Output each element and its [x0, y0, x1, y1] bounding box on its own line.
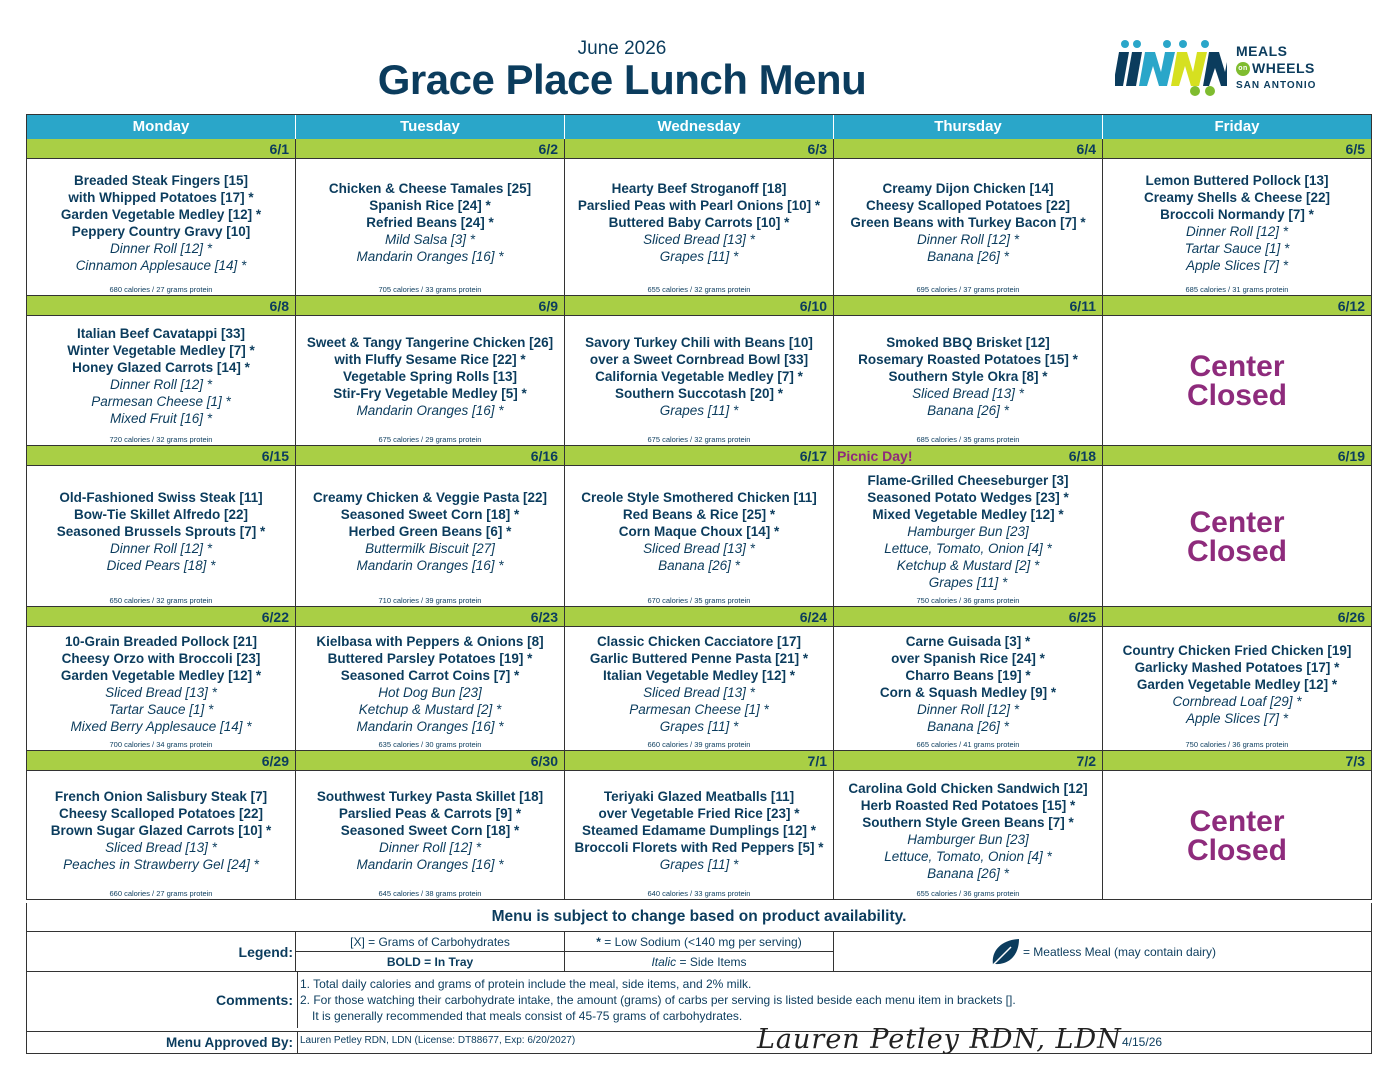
menu-items — [27, 772, 295, 889]
side-item: Ketchup & Mustard [2] * — [358, 702, 502, 717]
menu-items — [834, 467, 1102, 596]
weekday-header: Friday — [1103, 115, 1372, 139]
side-item: Mixed Berry Applesauce [14] * — [70, 719, 252, 734]
page-title: Grace Place Lunch Menu — [377, 56, 867, 103]
tray-item: Parslied Peas & Carrots [9] * — [338, 806, 522, 821]
nutrition-info: 700 calories / 34 grams protein — [109, 740, 213, 749]
week-row — [27, 446, 1372, 607]
date-label: 6/23 — [530, 609, 558, 625]
nutrition-info: 685 calories / 35 grams protein — [916, 435, 1020, 444]
side-item: Tartar Sauce [1] * — [108, 702, 214, 717]
date-label: 6/5 — [1345, 141, 1365, 157]
tray-item: French Onion Salisbury Steak [7] — [54, 789, 268, 804]
tray-item: Herbed Green Beans [6] * — [348, 524, 512, 539]
nutrition-info: 660 calories / 27 grams protein — [109, 889, 213, 898]
tray-item: Broccoli Normandy [7] * — [1160, 206, 1314, 222]
tray-item: Cheesy Orzo with Broccoli [23] — [61, 651, 261, 666]
tray-item: Seasoned Potato Wedges [23] * — [867, 490, 1069, 505]
day-cell — [565, 296, 834, 446]
closed-text: Closed — [1186, 833, 1288, 867]
side-item: Sliced Bread [13] * — [643, 541, 755, 556]
approval-date: 4/15/26 — [1122, 1035, 1163, 1049]
nutrition-info: 680 calories / 27 grams protein — [109, 285, 213, 294]
side-item: Grapes [11] * — [928, 575, 1008, 590]
day-cell — [834, 751, 1103, 900]
legend-row — [27, 932, 1371, 972]
side-item: Banana [26] * — [927, 249, 1009, 264]
date-bar — [834, 139, 1102, 159]
side-item: Buttermilk Biscuit [27] — [365, 541, 495, 556]
approval-row — [27, 1024, 1371, 1055]
date-label: 6/26 — [1337, 609, 1365, 625]
date-bar — [27, 446, 295, 466]
date-label: 6/9 — [538, 298, 558, 314]
comment-line: 1. Total daily calories and grams of protein include the meal, side items, and 2% milk. — [300, 977, 752, 991]
tray-item: Peppery Country Gravy [10] — [71, 223, 251, 239]
side-item: Grapes [11] * — [659, 249, 739, 264]
side-item: Mandarin Oranges [16] * — [356, 402, 504, 418]
tray-item: Garden Vegetable Medley [12] * — [60, 206, 262, 222]
nutrition-info: 645 calories / 38 grams protein — [378, 889, 482, 898]
date-label: 6/4 — [1076, 141, 1096, 157]
side-item: Dinner Roll [12] * — [109, 240, 213, 256]
date-label: 7/1 — [807, 753, 827, 769]
comments-row — [27, 972, 1371, 1032]
side-item: Cornbread Loaf [29] * — [1172, 693, 1302, 709]
tray-item: Classic Chicken Cacciatore [17] — [596, 634, 802, 649]
nutrition-info: 750 calories / 36 grams protein — [916, 596, 1020, 605]
tray-item: Buttered Baby Carrots [10] * — [608, 215, 790, 230]
tray-item: Creamy Shells & Cheese [22] — [1143, 189, 1331, 205]
tray-item: Creole Style Smothered Chicken [11] — [581, 490, 817, 505]
date-bar — [296, 139, 564, 159]
menu-items — [27, 160, 295, 285]
weekday-header-row — [27, 115, 1372, 139]
day-cell — [296, 139, 565, 296]
menu-items — [834, 317, 1102, 435]
center-closed-label — [1103, 467, 1371, 606]
day-cell — [27, 446, 296, 607]
day-cell — [27, 607, 296, 751]
side-item: Sliced Bread [13] * — [912, 385, 1024, 401]
day-cell — [1103, 446, 1372, 607]
date-label: 6/15 — [261, 448, 289, 464]
side-item: Apple Slices [7] * — [1185, 257, 1289, 273]
date-bar — [834, 446, 1102, 466]
side-item: Dinner Roll [12] * — [916, 702, 1020, 717]
approved-by-label: Menu Approved By: — [165, 1035, 293, 1050]
date-label: 6/25 — [1068, 609, 1096, 625]
nutrition-info: 655 calories / 36 grams protein — [916, 889, 1020, 898]
menu-items — [1103, 160, 1371, 285]
side-item: Dinner Roll [12] * — [109, 541, 213, 556]
date-bar — [1103, 446, 1371, 466]
date-label: 6/16 — [530, 448, 558, 464]
day-cell — [834, 607, 1103, 751]
tray-item: Old-Fashioned Swiss Steak [11] — [59, 490, 263, 505]
tray-item: Lemon Buttered Pollock [13] — [1145, 172, 1329, 188]
side-item: Dinner Roll [12] * — [916, 232, 1020, 247]
tray-item: California Vegetable Medley [7] * — [595, 368, 803, 384]
tray-item: over Spanish Rice [24] * — [891, 651, 1045, 666]
tray-item: over Vegetable Fried Rice [23] * — [598, 806, 800, 821]
tray-item: Savory Turkey Chili with Beans [10] — [585, 334, 813, 350]
side-item: Banana [26] * — [927, 402, 1009, 418]
day-cell — [565, 139, 834, 296]
day-cell — [27, 751, 296, 900]
menu-month: June 2026 — [577, 38, 667, 59]
tray-item: Seasoned Sweet Corn [18] * — [340, 507, 520, 522]
date-bar — [834, 751, 1102, 771]
day-cell — [565, 607, 834, 751]
tray-item: Italian Vegetable Medley [12] * — [602, 668, 796, 683]
tray-item: Broccoli Florets with Red Peppers [5] * — [574, 840, 824, 855]
menu-footer — [26, 903, 1372, 1054]
tray-item: Creamy Chicken & Veggie Pasta [22] — [312, 490, 548, 505]
tray-item: Sweet & Tangy Tangerine Chicken [26] — [306, 334, 554, 350]
leaf-icon — [989, 937, 1021, 967]
legend-sodium: * = Low Sodium (<140 mg per serving) — [564, 932, 833, 952]
menu-items — [27, 628, 295, 740]
side-item: Dinner Roll [12] * — [378, 840, 482, 855]
side-item: Cinnamon Applesauce [14] * — [75, 257, 247, 273]
date-bar — [27, 607, 295, 627]
day-cell — [1103, 296, 1372, 446]
tray-item: Cheesy Scalloped Potatoes [22] — [865, 198, 1071, 213]
page-header — [0, 0, 1398, 112]
nutrition-info: 635 calories / 30 grams protein — [378, 740, 482, 749]
side-item: Parmesan Cheese [1] * — [91, 394, 231, 409]
tray-item: 10-Grain Breaded Pollock [21] — [64, 634, 258, 649]
menu-items — [565, 772, 833, 889]
date-bar — [565, 751, 833, 771]
tray-item: with Whipped Potatoes [17] * — [68, 189, 254, 205]
tray-item: Winter Vegetable Medley [7] * — [67, 343, 255, 358]
tray-item: Garlicky Mashed Potatoes [17] * — [1134, 659, 1340, 675]
menu-items — [565, 317, 833, 435]
tray-item: Parslied Peas with Pearl Onions [10] * — [577, 198, 821, 213]
tray-item: Garden Vegetable Medley [12] * — [1136, 676, 1338, 692]
weekday-header: Thursday — [834, 115, 1103, 139]
nutrition-info: 750 calories / 36 grams protein — [1185, 740, 1289, 749]
tray-item: Honey Glazed Carrots [14] * — [72, 360, 250, 375]
side-item: Mandarin Oranges [16] * — [356, 249, 504, 264]
tray-item: Southwest Turkey Pasta Skillet [18] — [316, 789, 544, 804]
nutrition-info: 720 calories / 32 grams protein — [109, 435, 213, 444]
side-item: Lettuce, Tomato, Onion [4] * — [884, 848, 1052, 864]
legend-carbs: [X] = Grams of Carbohydrates — [295, 932, 564, 952]
tray-item: Red Beans & Rice [25] * — [622, 507, 776, 522]
day-cell — [296, 446, 565, 607]
menu-items — [565, 628, 833, 740]
legend-bold: BOLD = In Tray — [295, 952, 564, 972]
date-bar — [565, 296, 833, 316]
nutrition-info: 655 calories / 32 grams protein — [647, 285, 751, 294]
side-item: Dinner Roll [12] * — [1185, 223, 1289, 239]
menu-calendar — [26, 114, 1372, 900]
menu-items — [27, 317, 295, 435]
signature: Lauren Petley RDN, LDN — [757, 1024, 1122, 1055]
day-cell — [565, 446, 834, 607]
logo-wordmark: MEALS on WHEELS SAN ANTONIO — [1236, 43, 1317, 91]
menu-items — [296, 628, 564, 740]
date-bar — [296, 446, 564, 466]
side-item: Grapes [11] * — [659, 719, 739, 734]
date-label: 6/22 — [261, 609, 289, 625]
side-item: Grapes [11] * — [659, 857, 739, 872]
date-label: 6/11 — [1069, 298, 1096, 314]
tray-item: Corn Maque Choux [14] * — [618, 524, 780, 539]
date-label: 6/8 — [269, 298, 289, 314]
side-item: Dinner Roll [12] * — [109, 377, 213, 392]
nutrition-info: 695 calories / 37 grams protein — [916, 285, 1020, 294]
closed-text: Closed — [1186, 534, 1288, 568]
closed-text: Center — [1189, 350, 1285, 383]
side-item: Diced Pears [18] * — [106, 558, 216, 573]
tray-item: Carolina Gold Chicken Sandwich [12] — [848, 780, 1088, 796]
tray-item: Breaded Steak Fingers [15] — [73, 172, 249, 188]
tray-item: Seasoned Brussels Sprouts [7] * — [56, 524, 266, 539]
tray-item: Carne Guisada [3] * — [905, 634, 1031, 649]
nutrition-info: 710 calories / 39 grams protein — [378, 596, 482, 605]
week-row — [27, 607, 1372, 751]
tray-item: Charro Beans [19] * — [905, 668, 1031, 683]
date-label: 6/17 — [799, 448, 827, 464]
comment-line: 2. For those watching their carbohydrate intake, the amount (grams) of carbs per serving is listed beside each menu item in brackets []. — [300, 993, 1016, 1007]
date-label: 6/18 — [1068, 448, 1096, 464]
side-item: Banana [26] * — [927, 719, 1009, 734]
center-closed-label — [1103, 772, 1371, 899]
side-item: Parmesan Cheese [1] * — [629, 702, 769, 717]
week-row — [27, 296, 1372, 446]
availability-notice: Menu is subject to change based on product availability. — [27, 903, 1371, 932]
tray-item: Spanish Rice [24] * — [369, 198, 491, 213]
side-item: Sliced Bread [13] * — [105, 840, 217, 855]
nutrition-info: 665 calories / 41 grams protein — [916, 740, 1020, 749]
nutrition-info: 650 calories / 32 grams protein — [109, 596, 213, 605]
side-item: Ketchup & Mustard [2] * — [896, 558, 1040, 573]
day-cell — [1103, 751, 1372, 900]
side-item: Peaches in Strawberry Gel [24] * — [63, 857, 259, 872]
comment-line: It is generally recommended that meals consist of 45-75 grams of carbohydrates. — [312, 1009, 743, 1023]
tray-item: Flame-Grilled Cheeseburger [3] — [867, 473, 1069, 488]
legend-italic: Italic = Side Items — [564, 952, 833, 972]
tray-item: Cheesy Scalloped Potatoes [22] — [58, 806, 264, 821]
menu-items — [834, 160, 1102, 285]
date-label: 6/12 — [1337, 298, 1365, 314]
date-bar — [1103, 139, 1371, 159]
date-label: 6/19 — [1337, 448, 1365, 464]
week-row — [27, 139, 1372, 296]
picnic-day-label: Picnic Day! — [837, 448, 913, 464]
day-cell — [834, 296, 1103, 446]
day-cell — [1103, 139, 1372, 296]
tray-item: Brown Sugar Glazed Carrots [10] * — [50, 823, 272, 838]
tray-item: Seasoned Carrot Coins [7] * — [340, 668, 520, 683]
tray-item: Hearty Beef Stroganoff [18] — [611, 181, 787, 196]
tray-item: Southern Style Okra [8] * — [888, 368, 1048, 384]
date-label: 6/30 — [530, 753, 558, 769]
date-bar — [1103, 751, 1371, 771]
date-label: 6/10 — [799, 298, 827, 314]
day-cell — [27, 296, 296, 446]
side-item: Grapes [11] * — [659, 402, 739, 418]
weekday-header: Wednesday — [565, 115, 834, 139]
side-item: Tartar Sauce [1] * — [1184, 240, 1290, 256]
tray-item: Mixed Vegetable Medley [12] * — [872, 507, 1064, 522]
date-bar — [296, 751, 564, 771]
side-item: Hamburger Bun [23] — [907, 831, 1029, 847]
tray-item: Refried Beans [24] * — [366, 215, 494, 230]
date-label: 6/1 — [269, 141, 289, 157]
menu-items — [296, 317, 564, 435]
menu-items — [565, 467, 833, 596]
date-bar — [565, 139, 833, 159]
tray-item: Country Chicken Fried Chicken [19] — [1122, 642, 1352, 658]
date-label: 6/3 — [807, 141, 827, 157]
closed-text: Center — [1189, 505, 1285, 539]
tray-item: Vegetable Spring Rolls [13] — [342, 368, 518, 384]
date-bar — [834, 296, 1102, 316]
tray-item: Seasoned Sweet Corn [18] * — [340, 823, 520, 838]
tray-item: with Fluffy Sesame Rice [22] * — [334, 351, 526, 367]
date-bar — [27, 296, 295, 316]
day-cell — [1103, 607, 1372, 751]
closed-text: Closed — [1186, 379, 1288, 412]
side-item: Hamburger Bun [23] — [907, 524, 1029, 539]
nutrition-info: 685 calories / 31 grams protein — [1185, 285, 1289, 294]
tray-item: Garden Vegetable Medley [12] * — [60, 668, 262, 683]
tray-item: Green Beans with Turkey Bacon [7] * — [850, 215, 1086, 230]
legend-label: Legend: — [238, 944, 293, 960]
side-item: Mandarin Oranges [16] * — [356, 857, 504, 872]
date-bar — [1103, 296, 1371, 316]
date-bar — [27, 139, 295, 159]
date-bar — [296, 607, 564, 627]
legend-meatless: = Meatless Meal (may contain dairy) — [833, 932, 1371, 972]
side-item: Banana [26] * — [927, 865, 1009, 881]
side-item: Mixed Fruit [16] * — [109, 411, 213, 426]
comments-label: Comments: — [215, 992, 293, 1008]
menu-items — [296, 160, 564, 285]
nutrition-info: 640 calories / 33 grams protein — [647, 889, 751, 898]
date-bar — [296, 296, 564, 316]
date-bar — [1103, 607, 1371, 627]
tray-item: Herb Roasted Red Potatoes [15] * — [860, 797, 1076, 813]
day-cell — [296, 751, 565, 900]
side-item: Mandarin Oranges [16] * — [356, 558, 504, 573]
side-item: Apple Slices [7] * — [1185, 710, 1289, 726]
tray-item: Creamy Dijon Chicken [14] — [882, 181, 1054, 196]
tray-item: Buttered Parsley Potatoes [19] * — [327, 651, 533, 666]
day-cell — [296, 296, 565, 446]
tray-item: Smoked BBQ Brisket [12] — [886, 334, 1050, 350]
date-label: 6/2 — [538, 141, 558, 157]
day-cell — [565, 751, 834, 900]
date-label: 7/3 — [1345, 753, 1365, 769]
tray-item: over a Sweet Cornbread Bowl [33] — [589, 351, 809, 367]
tray-item: Corn & Squash Medley [9] * — [879, 685, 1057, 700]
day-cell — [834, 139, 1103, 296]
side-item: Sliced Bread [13] * — [643, 232, 755, 247]
day-cell — [834, 446, 1103, 607]
nutrition-info: 670 calories / 35 grams protein — [647, 596, 751, 605]
day-cell — [296, 607, 565, 751]
tray-item: Teriyaki Glazed Meatballs [11] — [603, 789, 795, 804]
date-bar — [565, 446, 833, 466]
nutrition-info: 675 calories / 29 grams protein — [378, 435, 482, 444]
week-row — [27, 751, 1372, 900]
side-item: Lettuce, Tomato, Onion [4] * — [884, 541, 1052, 556]
date-bar — [834, 607, 1102, 627]
menu-items — [1103, 628, 1371, 740]
day-cell — [27, 139, 296, 296]
nutrition-info: 675 calories / 32 grams protein — [647, 435, 751, 444]
tray-item: Kielbasa with Peppers & Onions [8] — [316, 634, 544, 649]
tray-item: Southern Succotash [20] * — [614, 385, 784, 401]
closed-text: Center — [1189, 804, 1285, 838]
side-item: Hot Dog Bun [23] — [378, 685, 482, 700]
side-item: Banana [26] * — [658, 558, 740, 573]
menu-items — [565, 160, 833, 285]
comments-body — [297, 972, 1016, 1028]
menu-items — [834, 772, 1102, 889]
side-item: Mild Salsa [3] * — [384, 232, 476, 247]
tray-item: Chicken & Cheese Tamales [25] — [328, 181, 532, 196]
tray-item: Rosemary Roasted Potatoes [15] * — [858, 351, 1078, 367]
tray-item: Italian Beef Cavatappi [33] — [76, 326, 246, 341]
center-closed-label — [1103, 317, 1371, 445]
tray-item: Southern Style Green Beans [7] * — [862, 814, 1074, 830]
approver-name: Lauren Petley RDN, LDN (License: DT88677, Exp: 6/20/2027) — [297, 1032, 575, 1054]
date-bar — [27, 751, 295, 771]
date-label: 7/2 — [1076, 753, 1096, 769]
nutrition-info: 705 calories / 33 grams protein — [378, 285, 482, 294]
menu-items — [834, 628, 1102, 740]
weekday-header: Tuesday — [296, 115, 565, 139]
date-label: 6/29 — [261, 753, 289, 769]
side-item: Sliced Bread [13] * — [105, 685, 217, 700]
weekday-header: Monday — [27, 115, 296, 139]
nutrition-info: 660 calories / 39 grams protein — [647, 740, 751, 749]
side-item: Sliced Bread [13] * — [643, 685, 755, 700]
menu-items — [27, 467, 295, 596]
menu-items — [296, 772, 564, 889]
side-item: Mandarin Oranges [16] * — [356, 719, 504, 734]
tray-item: Steamed Edamame Dumplings [12] * — [581, 823, 817, 838]
date-label: 6/24 — [799, 609, 827, 625]
tray-item: Bow-Tie Skillet Alfredo [22] — [73, 507, 249, 522]
tray-item: Stir-Fry Vegetable Medley [5] * — [333, 385, 527, 401]
date-bar — [565, 607, 833, 627]
tray-item: Garlic Buttered Penne Pasta [21] * — [589, 651, 809, 666]
menu-items — [296, 467, 564, 596]
